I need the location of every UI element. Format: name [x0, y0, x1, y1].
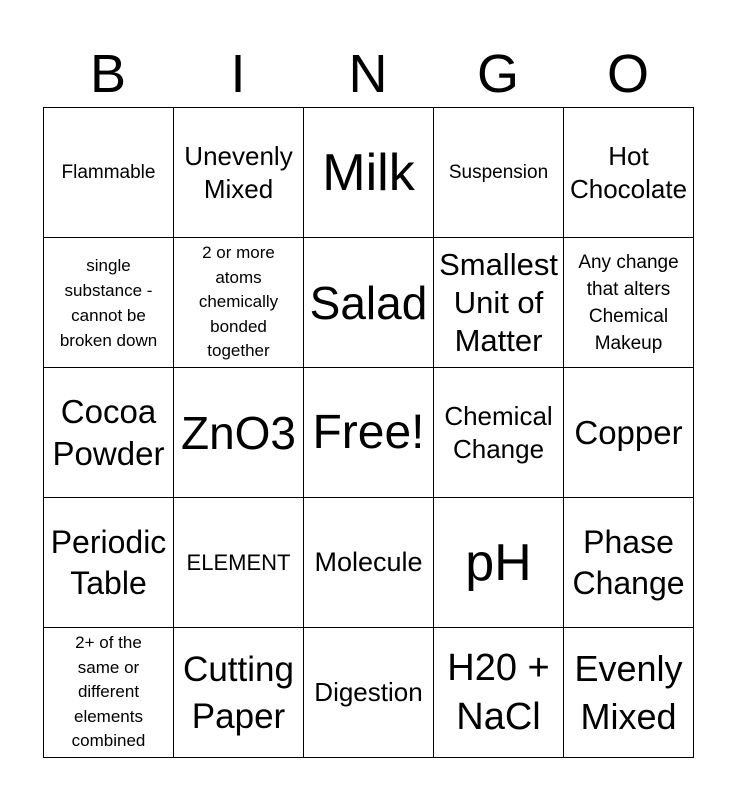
cell-text: ZnO3 [180, 406, 297, 459]
cell-text: Suspension [448, 162, 549, 183]
cell-text: Periodic Table [50, 523, 167, 601]
cell-text: Chemical Change [444, 400, 553, 464]
cell-text: Salad [309, 276, 428, 329]
bingo-header [43, 40, 693, 108]
bingo-cell[interactable] [44, 498, 174, 628]
cell-text: Flammable [61, 162, 156, 183]
bingo-cell[interactable] [434, 498, 564, 628]
cell-text: pH [465, 533, 532, 592]
bingo-cell[interactable] [434, 238, 564, 368]
cell-text: Phase Change [572, 523, 685, 601]
bingo-cell[interactable] [564, 628, 694, 758]
bingo-cell[interactable] [174, 368, 304, 498]
cell-text: Free! [312, 405, 425, 459]
cell-text: Molecule [314, 547, 423, 577]
bingo-cell[interactable] [304, 368, 434, 498]
cell-text: Milk [322, 143, 415, 202]
bingo-cell[interactable] [304, 498, 434, 628]
header-letter-o: O [606, 44, 649, 104]
cell-text: ELEMENT [186, 549, 291, 575]
cell-text: 2 or more atoms chemically bonded together [198, 243, 279, 361]
bingo-cell[interactable] [44, 628, 174, 758]
bingo-cell[interactable] [564, 368, 694, 498]
bingo-cell[interactable] [304, 628, 434, 758]
cell-text: 2+ of the same or different elements combined [71, 633, 146, 751]
bingo-cell[interactable] [304, 108, 434, 238]
header-letter-g: G [476, 44, 519, 104]
bingo-cell[interactable] [564, 238, 694, 368]
header-letter-b: B [89, 44, 127, 104]
cell-text: Unevenly Mixed [184, 140, 293, 204]
bingo-cell[interactable] [44, 238, 174, 368]
cell-text: Digestion [314, 677, 423, 707]
cell-text: Evenly Mixed [574, 647, 683, 737]
cell-text: Cocoa Powder [52, 392, 165, 472]
bingo-cell[interactable] [434, 368, 564, 498]
bingo-cell[interactable] [44, 108, 174, 238]
bingo-cell[interactable] [304, 238, 434, 368]
bingo-cell[interactable] [434, 628, 564, 758]
bingo-cell[interactable] [564, 498, 694, 628]
bingo-cell[interactable] [564, 108, 694, 238]
bingo-cell[interactable] [174, 628, 304, 758]
bingo-cell[interactable] [174, 498, 304, 628]
bingo-board [43, 107, 694, 758]
header-letter-i: I [230, 44, 246, 104]
cell-text: Hot Chocolate [569, 140, 688, 204]
header-letter-n: N [348, 44, 388, 104]
cell-text: H20 + NaCl [447, 646, 550, 738]
bingo-cell[interactable] [434, 108, 564, 238]
cell-text: Copper [574, 413, 683, 451]
cell-text: Any change that alters Chemical Makeup [578, 251, 679, 354]
bingo-cell[interactable] [174, 238, 304, 368]
cell-text: Cutting Paper [183, 649, 294, 736]
cell-text: single substance - cannot be broken down [59, 255, 158, 350]
bingo-cell[interactable] [44, 368, 174, 498]
bingo-cell[interactable] [174, 108, 304, 238]
cell-text: Smallest Unit of Matter [439, 246, 558, 358]
